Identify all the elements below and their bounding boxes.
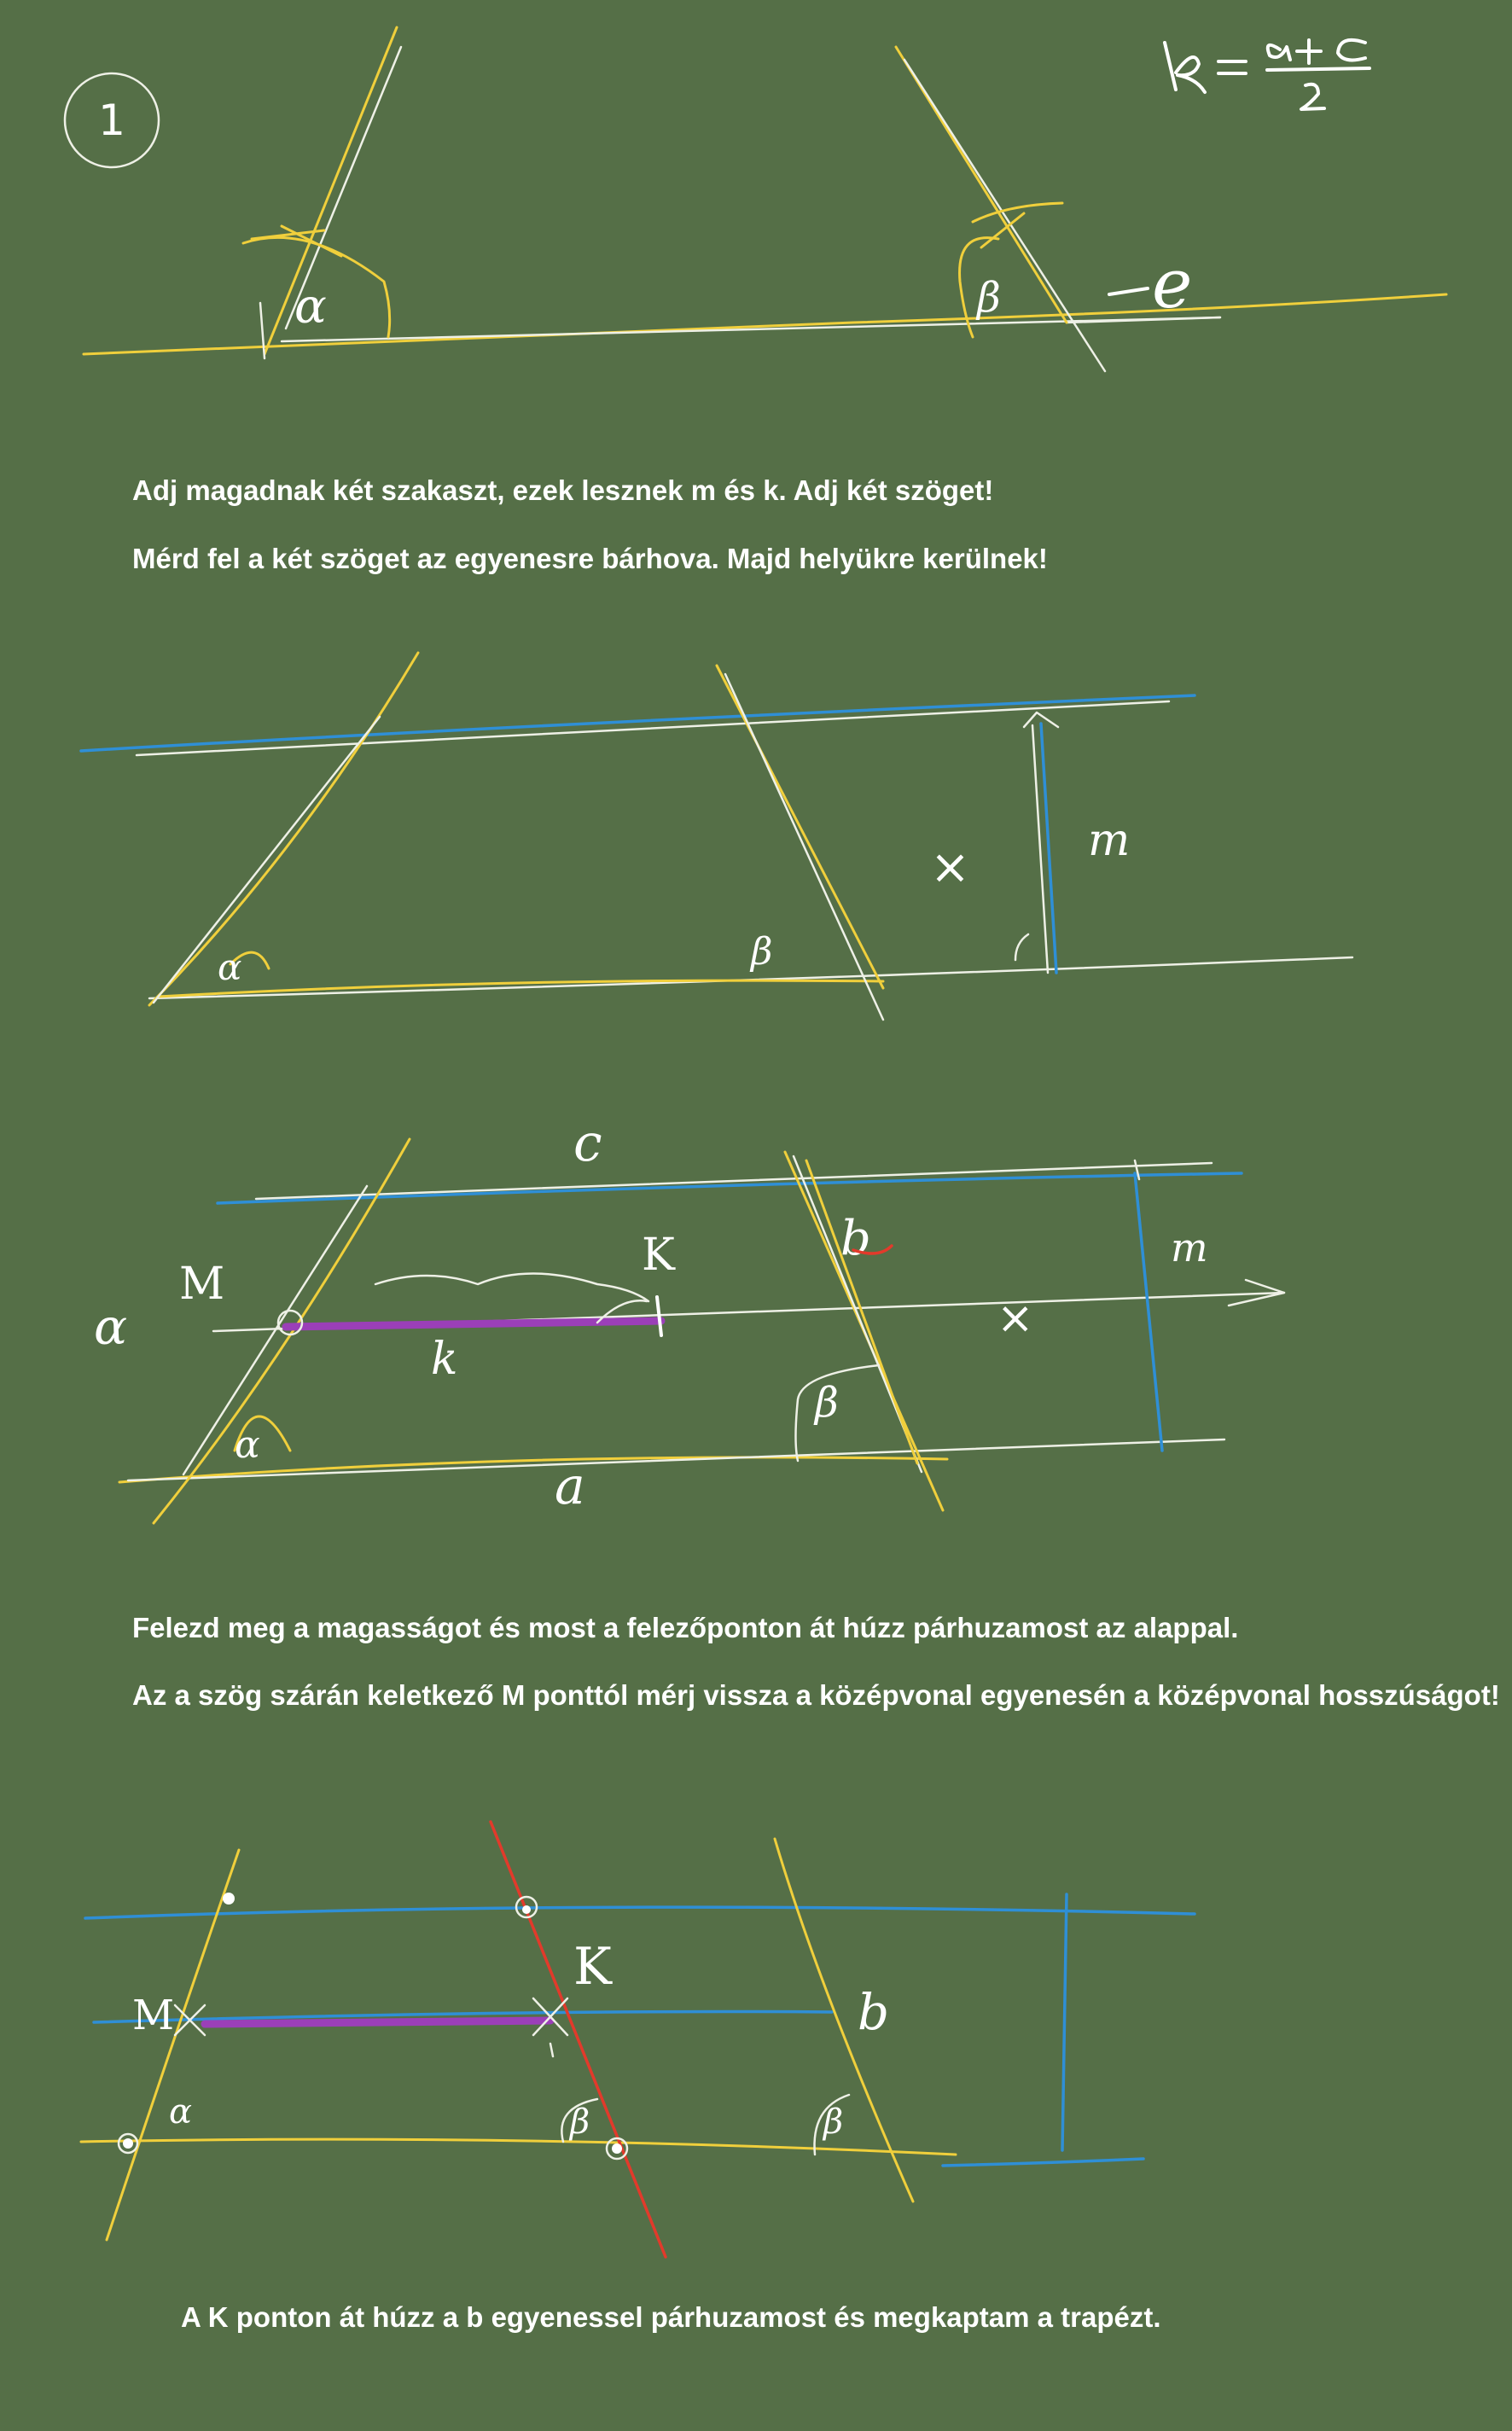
step2-beta-label: β — [751, 930, 773, 974]
step-number: 1 — [98, 96, 125, 145]
step2-construction — [81, 653, 1352, 1020]
step4-M-label: M — [132, 1992, 175, 2039]
instruction-line-5: A K ponton át húzz a b egyenessel párhuzamost és megkaptam a trapézt. — [181, 2301, 1161, 2333]
step4-beta-label-2: β — [823, 2102, 844, 2142]
step2-m-label: m — [1088, 815, 1131, 866]
step3-beta-label: β — [815, 1379, 839, 1427]
step3-m-label: m — [1171, 1224, 1208, 1271]
step3-alpha-label: α — [235, 1423, 260, 1467]
step3-cross: × — [997, 1293, 1034, 1344]
step4-alpha-label: α — [169, 2092, 193, 2131]
midline-formula — [1165, 40, 1370, 109]
step4-beta-label-1: β — [570, 2102, 590, 2142]
instruction-line-3: Felezd meg a magasságot és most a felezőponton át húzz párhuzamost az alappal. — [132, 1612, 1239, 1643]
step4-K-label: K — [573, 1937, 612, 1997]
step1-construction — [65, 27, 1446, 371]
step3-c-label: c — [573, 1114, 602, 1173]
step3-left-alpha: α — [94, 1298, 128, 1356]
instruction-line-2: Mérd fel a két szöget az egyenesre bárhova. Majd helyükre kerülnek! — [132, 543, 1048, 574]
step1-beta-label: β — [977, 274, 1001, 322]
step3-M-label: M — [179, 1259, 225, 1310]
step1-line-label: e — [1152, 244, 1193, 323]
step3-k-label: k — [431, 1334, 458, 1385]
step4-b-label: b — [858, 1983, 890, 2041]
step3-b-label: b — [840, 1211, 871, 1266]
step2-alpha-label: α — [218, 946, 242, 988]
step3-construction — [94, 1114, 1284, 1523]
step1-alpha-label: α — [294, 279, 327, 334]
instruction-line-1: Adj magadnak két szakaszt, ezek lesznek m és k. Adj két szöget! — [132, 474, 994, 506]
step3-a-label: a — [555, 1457, 585, 1516]
step3-K-label: K — [642, 1230, 675, 1281]
step2-cross: × — [930, 840, 970, 895]
step4-construction — [81, 1822, 1195, 2257]
instruction-line-4: Az a szög szárán keletkező M ponttól mérj vissza a középvonal egyenesén a középvonal hosszúságot! — [132, 1679, 1500, 1711]
